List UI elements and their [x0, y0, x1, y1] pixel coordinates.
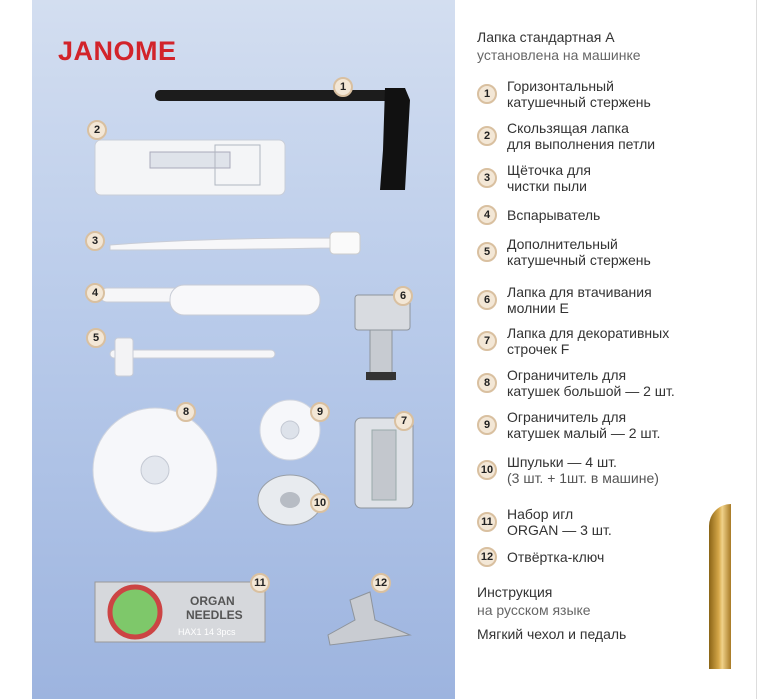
- list-item: [477, 506, 612, 538]
- satin-stitch-foot: [355, 418, 413, 508]
- standard-foot-note: [477, 28, 641, 64]
- item-badge: 4: [477, 205, 497, 225]
- item-line-2: для выполнения петли: [507, 136, 656, 152]
- extras-note: Мягкий чехол и педаль: [477, 626, 627, 642]
- item-badge: 12: [477, 547, 497, 567]
- item-line-2: чистки пыли: [507, 178, 587, 194]
- list-item: [477, 409, 660, 441]
- item-line-1: Щёточка для: [507, 162, 591, 178]
- item-line-1: Скользящая лапка: [507, 120, 629, 136]
- item-line-1: Шпульки — 4 шт.: [507, 454, 617, 470]
- item-line-1: Ограничитель для: [507, 409, 627, 425]
- list-item: [477, 367, 675, 399]
- item-line-1: Набор игл: [507, 506, 574, 522]
- item-line-1: Вспарыватель: [507, 207, 601, 223]
- image-badge-1: 1: [333, 77, 353, 97]
- manual-line-1: Инструкция: [477, 584, 553, 600]
- item-line-2: катушек малый — 2 шт.: [507, 425, 661, 441]
- item-badge: 1: [477, 84, 497, 104]
- list-item: [477, 205, 600, 225]
- item-badge: 9: [477, 415, 497, 435]
- list-item: [477, 78, 651, 110]
- item-line-2: ORGAN — 3 шт.: [507, 522, 612, 538]
- item-line-1: Отвёртка-ключ: [507, 549, 605, 565]
- needle-pack: [95, 582, 265, 642]
- image-badge-3: 3: [85, 231, 105, 251]
- image-badge-8: 8: [176, 402, 196, 422]
- item-badge: 5: [477, 242, 497, 262]
- extra-spool-pin: [110, 338, 275, 376]
- item-line-2: катушечный стержень: [507, 94, 651, 110]
- image-badge-4: 4: [85, 283, 105, 303]
- needle-pack-label-3: HAX1 14 3pcs: [178, 627, 236, 637]
- image-badge-5: 5: [86, 328, 106, 348]
- item-badge: 2: [477, 126, 497, 146]
- image-badge-10: 10: [310, 493, 330, 513]
- item-line-2: молнии Е: [507, 300, 569, 316]
- list-item: [477, 325, 669, 357]
- seam-ripper: [100, 285, 320, 315]
- image-badge-2: 2: [87, 120, 107, 140]
- image-badge-11: 11: [250, 573, 270, 593]
- divider: [756, 0, 757, 699]
- list-item: [477, 454, 659, 486]
- item-badge: 3: [477, 168, 497, 188]
- list-item: [477, 284, 652, 316]
- cleaning-brush: [110, 232, 360, 254]
- item-line-2: строчек F: [507, 341, 570, 357]
- item-line-1: Дополнительный: [507, 236, 618, 252]
- manual-line-2: на русском языке: [477, 602, 591, 618]
- image-badge-6: 6: [393, 286, 413, 306]
- item-badge: 7: [477, 331, 497, 351]
- item-badge: 8: [477, 373, 497, 393]
- item-line-2: катушек большой — 2 шт.: [507, 383, 675, 399]
- list-item: [477, 120, 655, 152]
- large-spool-cap: [93, 408, 217, 532]
- zipper-foot: [355, 295, 410, 380]
- item-line-1: Горизонтальный: [507, 78, 614, 94]
- image-badge-7: 7: [394, 411, 414, 431]
- item-line-2: (3 шт. + 1шт. в машине): [507, 470, 659, 486]
- image-badge-12: 12: [371, 573, 391, 593]
- item-badge: 11: [477, 512, 497, 532]
- list-item: [477, 236, 651, 268]
- item-line-1: Ограничитель для: [507, 367, 627, 383]
- list-item: [477, 162, 591, 194]
- item-line-1: Лапка для втачивания: [507, 284, 652, 300]
- gold-accent-bar: [709, 504, 731, 669]
- header-line-2: установлена на машинке: [477, 47, 641, 63]
- item-badge: 6: [477, 290, 497, 310]
- manual-note: [477, 583, 591, 619]
- buttonhole-foot: [95, 140, 285, 195]
- screwdriver-key: [328, 592, 410, 645]
- needle-pack-label-2: NEEDLES: [186, 608, 243, 622]
- item-line-2: катушечный стержень: [507, 252, 651, 268]
- item-line-1: Лапка для декоративных: [507, 325, 670, 341]
- brand-logo: JANOME: [58, 36, 177, 66]
- needle-pack-label-1: ORGAN: [190, 594, 235, 608]
- list-item: [477, 547, 604, 567]
- image-badge-9: 9: [310, 402, 330, 422]
- header-line-1: Лапка стандартная А: [477, 29, 615, 45]
- item-badge: 10: [477, 460, 497, 480]
